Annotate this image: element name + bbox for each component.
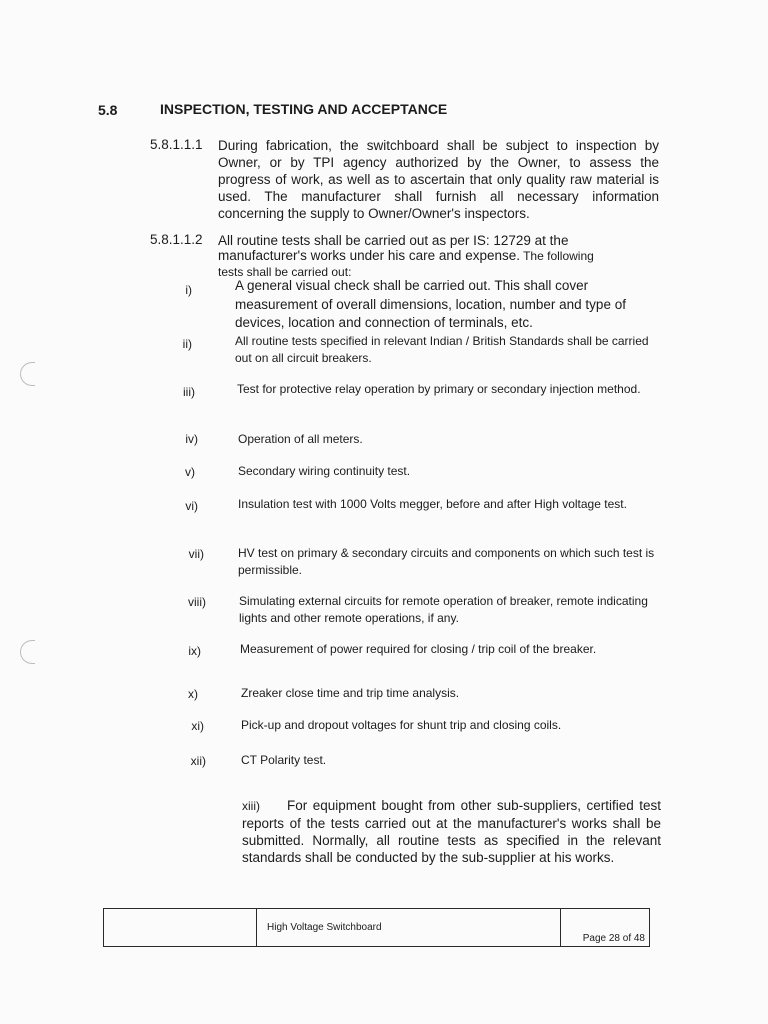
list-item-number: xi) (191, 719, 204, 733)
footer-cell-empty (104, 909, 257, 946)
clause-text: During fabrication, the switchboard shall be subject to inspection by Owner, or by TPI agency authorized by the Owner, to assess the progress of work, as well as to ascertain that only quality raw material is used. The manufacturer shall furnish all necessary information concerning the supply to Owner/Owner's inspectors. (218, 138, 659, 221)
clause-text-line: tests shall be carried out: (218, 265, 352, 279)
footer-table (103, 908, 650, 947)
list-item-text: For equipment bought from other sub-suppliers, certified test reports of the tests carried out at the manufacturer's works shall be submitted. Normally, all routine tests as specified in the relevant standards shall be conducted by the sub-supplier at his works. (242, 798, 661, 865)
list-item-number: v) (185, 465, 195, 479)
footer-title: High Voltage Switchboard (267, 922, 382, 933)
list-item-number: ix) (188, 644, 201, 658)
list-item-text: Secondary wiring continuity test. (238, 464, 411, 478)
list-item-number: vi) (185, 499, 198, 513)
page-number: Page 28 of 48 (582, 933, 645, 944)
list-item-text: Test for protective relay operation by primary or secondary injection method. (237, 382, 641, 396)
list-item-text: HV test on primary & secondary circuits and components on which such test is permissible. (238, 546, 655, 577)
list-item-text: A general visual check shall be carried out. This shall cover measurement of overall dimensions, location, number and type of devices, location and connection of terminals, etc. (235, 278, 626, 330)
list-item-text: Simulating external circuits for remote operation of breaker, remote indicating lights and other remote operations, if any. (239, 594, 648, 625)
clause-text-segment: manufacturer's works under his care and expense. (218, 248, 520, 263)
list-item-text: Pick-up and dropout voltages for shunt trip and closing coils. (241, 718, 562, 732)
list-item-number: viii) (188, 595, 206, 609)
list-item-number: iii) (183, 385, 195, 399)
punch-hole-mark (20, 362, 35, 386)
list-item-number: vii) (188, 547, 204, 561)
punch-hole-mark (20, 640, 35, 664)
list-item-text: Insulation test with 1000 Volts megger, before and after High voltage test. (238, 497, 627, 511)
list-item-text: All routine tests specified in relevant Indian / British Standards shall be carried out on all circuit breakers. (235, 334, 649, 365)
list-item-number: i) (185, 283, 192, 297)
footer-cell-title (257, 909, 561, 946)
clause-text-line (218, 248, 594, 263)
list-item-number: x) (188, 687, 198, 701)
list-item-text: CT Polarity test. (241, 753, 327, 767)
list-item-13 (242, 797, 661, 866)
clause-number: 5.8.1.1.2 (150, 232, 203, 247)
list-item-text: Measurement of power required for closing / trip coil of the breaker. (240, 642, 597, 656)
list-item-number: iv) (185, 432, 198, 446)
clause-number: 5.8.1.1.1 (150, 137, 203, 152)
section-number: 5.8 (98, 102, 118, 118)
section-title: INSPECTION, TESTING AND ACCEPTANCE (160, 101, 448, 117)
list-item-number: xiii) (242, 799, 260, 813)
list-item-number: xii) (190, 754, 206, 768)
list-item-number: ii) (182, 337, 192, 351)
list-item-text: Operation of all meters. (238, 432, 363, 446)
clause-text-line: All routine tests shall be carried out as per IS: 12729 at the (218, 233, 569, 248)
list-item-text: Zreaker close time and trip time analysis. (241, 686, 460, 700)
clause-text-segment: The following (519, 249, 594, 263)
